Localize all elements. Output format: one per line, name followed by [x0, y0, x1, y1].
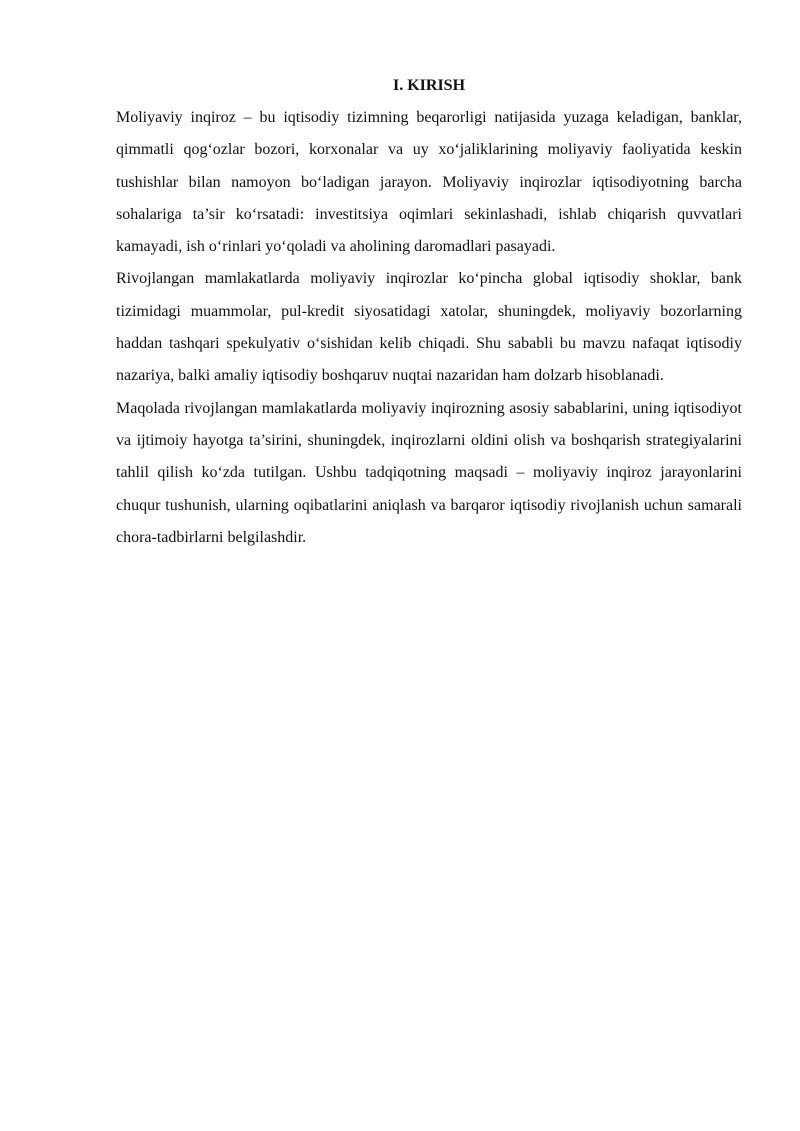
paragraph-1: Moliyaviy inqiroz – bu iqtisodiy tizimning beqarorligi natijasida yuzaga keladigan, banklar, qimmatli qog‘ozlar bozori, korxonalar va uy xo‘jaliklarining moliyaviy faoliyatida keskin tushishlar bilan namoyon bo‘ladigan jarayon. Moliyaviy inqirozlar iqtisodiyotning barcha sohalariga ta’sir ko‘rsatadi: investitsiya oqimlari sekinlashadi, ishlab chiqarish quvvatlari kamayadi, ish o‘rinlari yo‘qoladi va aholining daromadlari pasayadi. — [116, 109, 742, 256]
document-body — [116, 74, 742, 554]
paragraph-3: Maqolada rivojlangan mamlakatlarda moliyaviy inqirozning asosiy sabablarini, uning iqtisodiyot va ijtimoiy hayotga ta’sirini, shuningdek, inqirozlarni oldini olish va boshqarish strategiyalarini tahlil qilish ko‘zda tutilgan. Ushbu tadqiqotning maqsadi – moliyaviy inqiroz jarayonlarini chuqur tushunish, ularning oqibatlarini aniqlash va barqaror iqtisodiy rivojlanish uchun samarali chora-tadbirlarni belgilashdir. — [116, 399, 742, 546]
paragraph-2: Rivojlangan mamlakatlarda moliyaviy inqirozlar ko‘pincha global iqtisodiy shoklar, bank tizimidagi muammolar, pul-kredit siyosatidagi xatolar, shuningdek, moliyaviy bozorlarning haddan tashqari spekulyativ o‘sishidan kelib chiqadi. Shu sababli bu mavzu nafaqat iqtisodiy nazariya, balki amaliy iqtisodiy boshqaruv nuqtai nazaridan ham dolzarb hisoblanadi. — [116, 270, 742, 385]
section-heading: I. KIRISH — [392, 77, 466, 94]
